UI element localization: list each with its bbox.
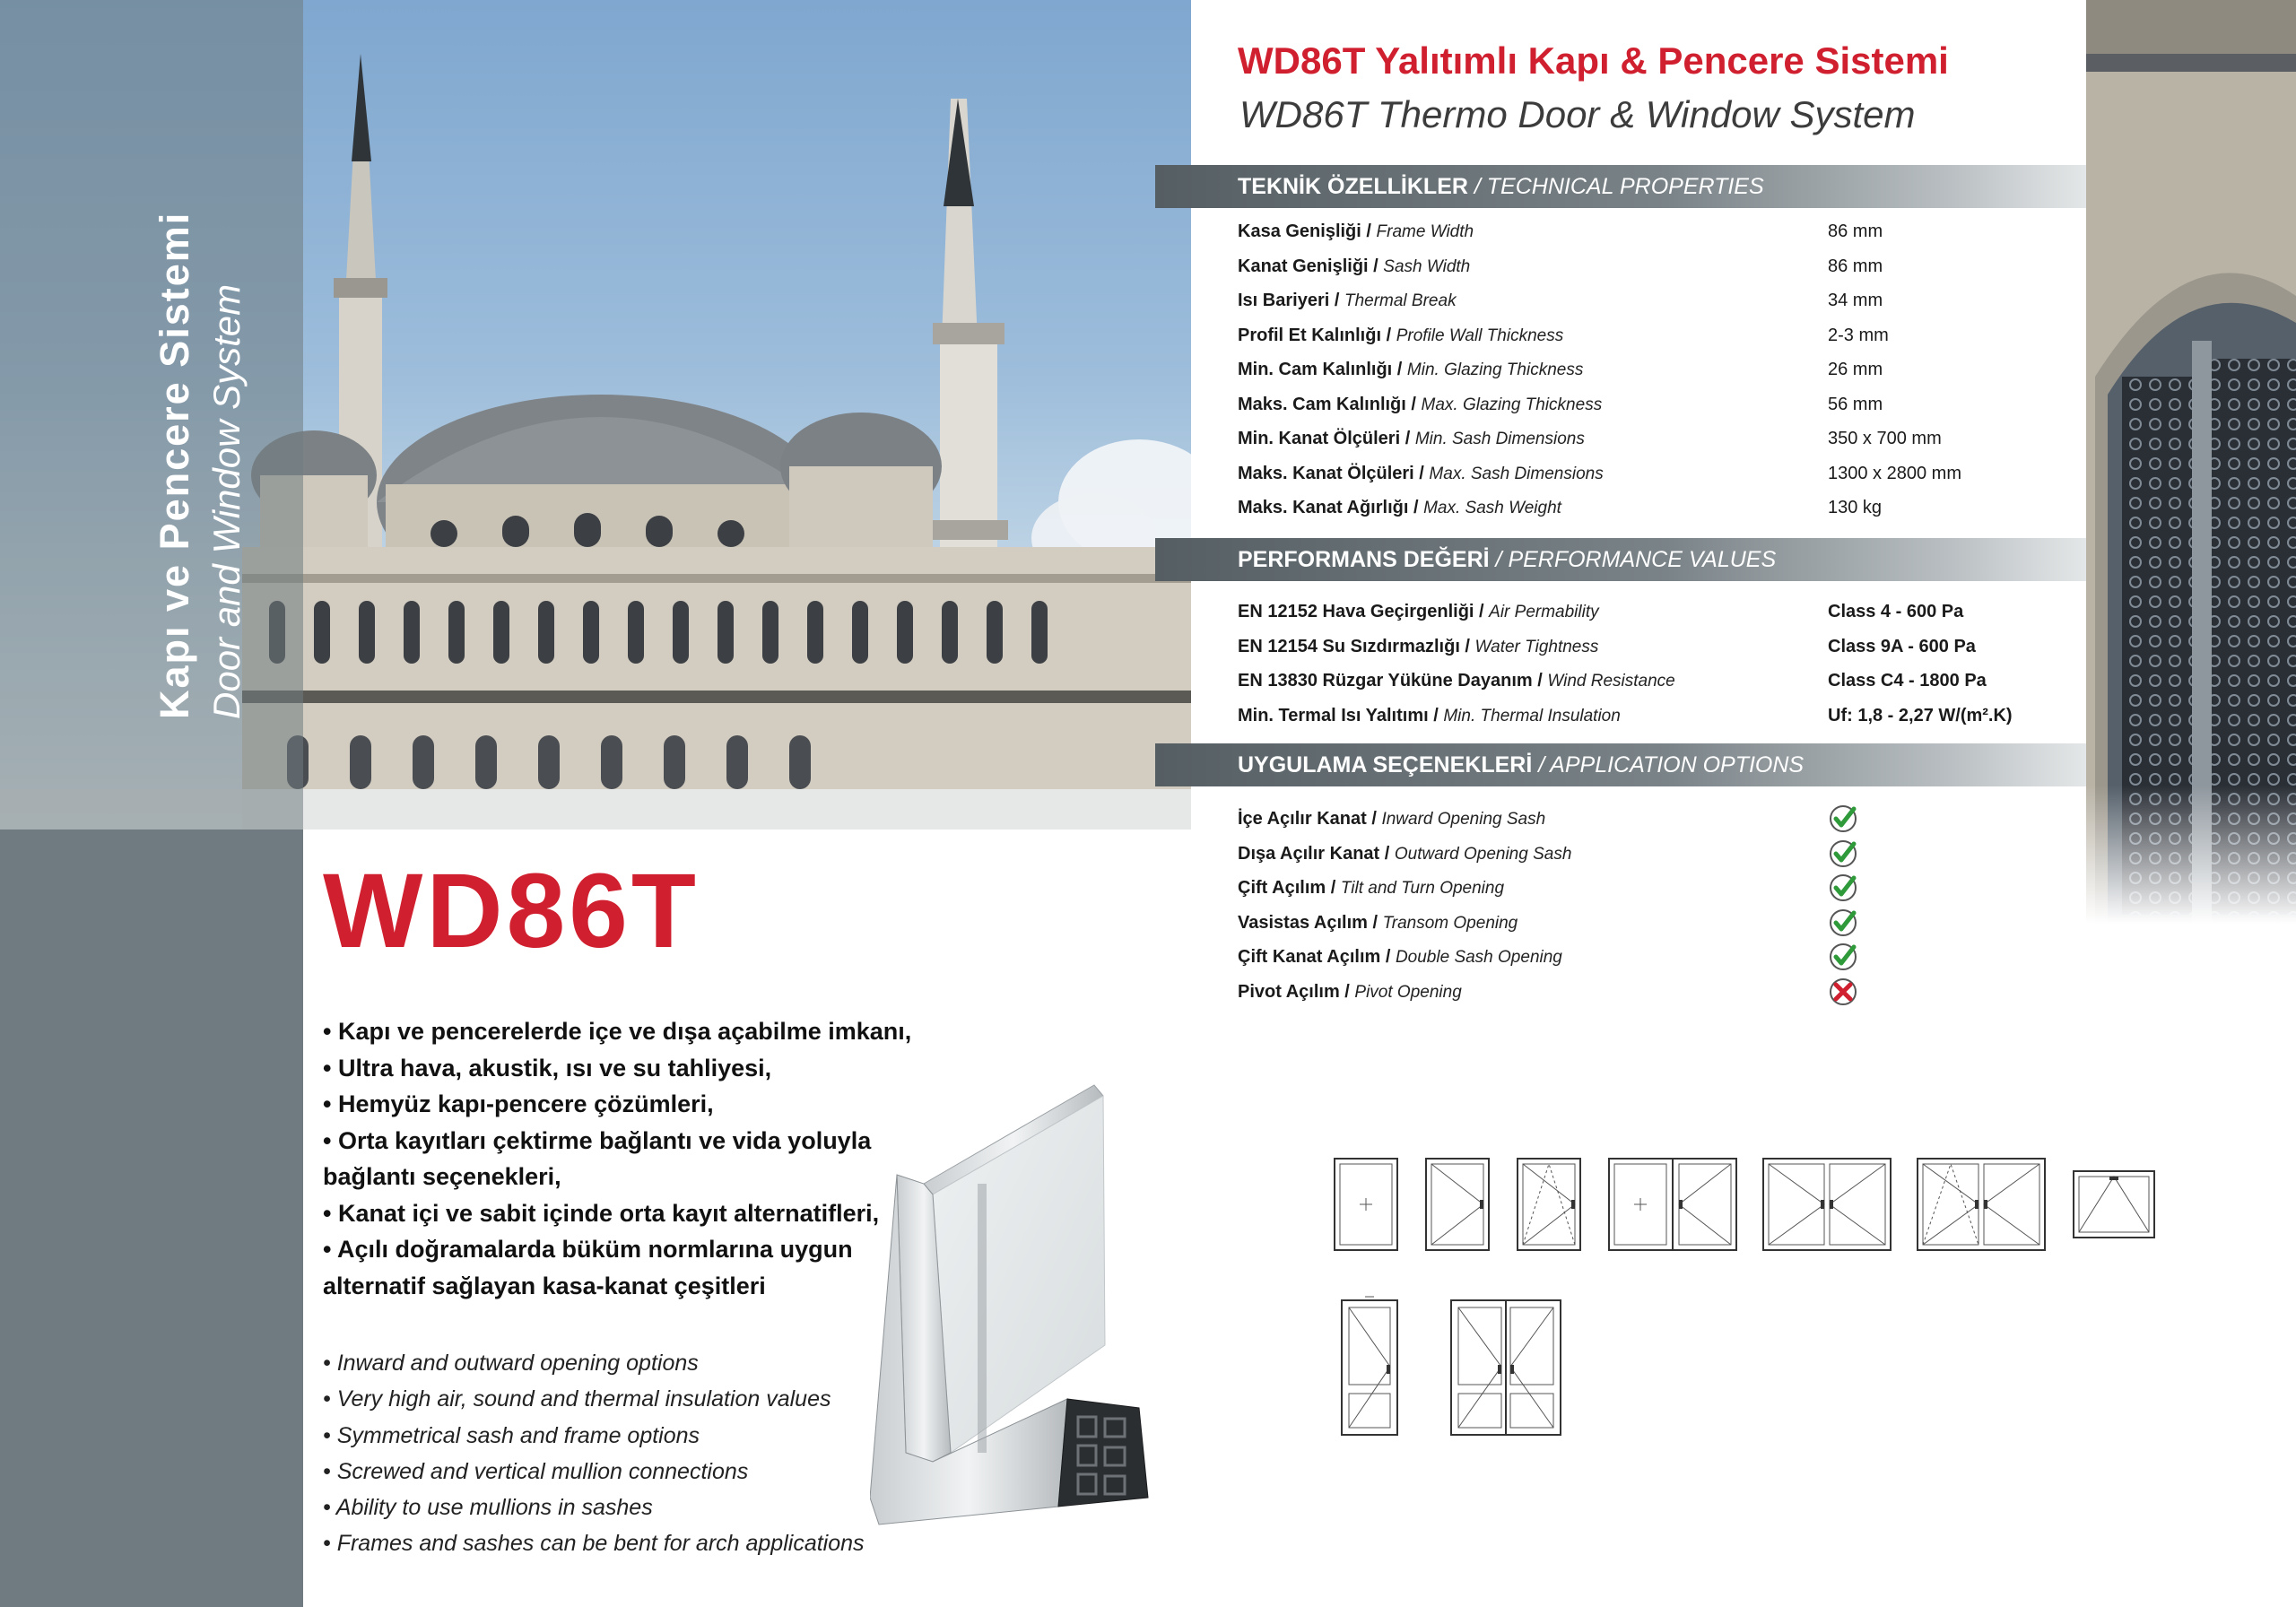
technical-section-bar (1155, 165, 2086, 208)
app-row (1238, 844, 1571, 874)
app-label-tr: Pivot Açılım / (1238, 981, 1350, 1002)
check-icon (1828, 908, 1858, 938)
feature-en-item: • Frames and sashes can be bent for arch applications (323, 1531, 865, 1557)
features-en-list (323, 1345, 865, 1562)
feature-tr-item: • Açılı doğramalarda büküm normlarına uygun (323, 1236, 853, 1263)
feature-en-item: • Ability to use mullions in sashes (323, 1495, 653, 1521)
tech-label-en: Profile Wall Thickness (1396, 326, 1564, 345)
vertical-title (149, 212, 253, 719)
check-icon (1828, 838, 1858, 869)
tech-value: 350 x 700 mm (1828, 429, 1942, 448)
tech-value: 1300 x 2800 mm (1828, 463, 1961, 483)
tech-label-tr: Profil Et Kalınlığı / (1238, 325, 1392, 345)
tech-row (1238, 291, 1883, 321)
check-icon (1828, 804, 1858, 834)
tech-row (1238, 463, 1961, 494)
feature-tr-item: bağlantı seçenekleri, (323, 1163, 561, 1190)
perf-value: Class 9A - 600 Pa (1828, 636, 1976, 656)
inward-opening-window-diagram (1424, 1157, 1491, 1252)
tech-label-tr: Maks. Cam Kalınlığı / (1238, 394, 1416, 414)
tech-label-tr: Maks. Kanat Ağırlığı / (1238, 498, 1419, 517)
perf-label-en: Wind Resistance (1547, 672, 1675, 691)
perf-label-en: Air Permability (1489, 603, 1599, 621)
tech-value: 56 mm (1828, 394, 1883, 414)
tech-row (1238, 394, 1883, 425)
tech-label-tr: Kasa Genişliği / (1238, 222, 1371, 241)
fixed-window-diagram (1333, 1157, 1399, 1252)
feature-tr-item: • Orta kayıtları çektirme bağlantı ve vida yoluyla (323, 1126, 872, 1154)
tech-row (1238, 325, 1889, 356)
perf-label-tr: EN 12152 Hava Geçirgenliği / (1238, 602, 1484, 621)
tech-row (1238, 498, 1883, 528)
product-name: WD86T (323, 852, 700, 970)
performance-section-bar (1155, 538, 2086, 581)
tech-row (1238, 256, 1883, 287)
tech-value: 26 mm (1828, 360, 1883, 379)
double-sash-window-diagram (1761, 1157, 1892, 1252)
feature-en-item: • Symmetrical sash and frame options (323, 1422, 700, 1448)
performance-title-tr: PERFORMANS DEĞERİ (1238, 547, 1490, 572)
tech-value: 86 mm (1828, 256, 1883, 276)
feature-tr-item: • Ultra hava, akustik, ısı ve su tahliyesi, (323, 1054, 772, 1081)
left-side-band (0, 830, 303, 1607)
tech-value: 130 kg (1828, 498, 1883, 517)
tilt-turn-window-diagram (1516, 1157, 1582, 1252)
app-label-en: Double Sash Opening (1395, 948, 1562, 967)
title-en: WD86T Thermo Door & Window System (1239, 93, 1916, 135)
feature-en-item: • Very high air, sound and thermal insulation values (323, 1386, 831, 1412)
tech-value: 2-3 mm (1828, 325, 1889, 345)
fixed-plus-sash-diagram (1607, 1157, 1738, 1252)
features-tr-list (323, 1013, 915, 1304)
app-label-tr: Çift Açılım / (1238, 878, 1336, 898)
tilt-turn-double-sash-diagram (1916, 1157, 2047, 1252)
building-facade-photo (2086, 0, 2296, 924)
perf-label-tr: Min. Termal Isı Yalıtımı / (1238, 705, 1439, 725)
tech-label-en: Sash Width (1383, 256, 1471, 276)
perf-label-tr: EN 13830 Rüzgar Yüküne Dayanım / (1238, 671, 1543, 691)
tech-row (1238, 360, 1883, 390)
double-door-diagram (1448, 1295, 1564, 1438)
feature-en-item: • Inward and outward opening options (323, 1351, 699, 1376)
app-label-en: Transom Opening (1382, 913, 1518, 933)
app-label-tr: Vasistas Açılım / (1238, 912, 1378, 933)
perf-value: Class C4 - 1800 Pa (1828, 671, 1987, 691)
title-tr: WD86T Yalıtımlı Kapı & Pencere Sistemi (1238, 39, 1949, 82)
tech-label-tr: Kanat Genişliği / (1238, 256, 1378, 276)
perf-row (1238, 705, 2013, 736)
perf-label-tr: EN 12154 Su Sızdırmazlığı / (1238, 636, 1470, 656)
feature-tr-item: • Kapı ve pencerelerde içe ve dışa açabilme imkanı, (323, 1018, 912, 1045)
feature-tr-item: alternatif sağlayan kasa-kanat çeşitleri (323, 1272, 766, 1299)
perf-row (1238, 671, 1987, 701)
technical-title-tr: TEKNİK ÖZELLİKLER (1238, 174, 1468, 199)
perf-value: Uf: 1,8 - 2,27 W/(m².K) (1828, 705, 2013, 725)
app-label-tr: Dışa Açılır Kanat / (1238, 843, 1390, 864)
performance-title-en: / PERFORMANCE VALUES (1495, 547, 1777, 572)
vertical-title-en: Door and Window System (205, 283, 248, 719)
application-title-tr: UYGULAMA SEÇENEKLERİ (1238, 752, 1533, 777)
tech-label-en: Thermal Break (1344, 291, 1457, 310)
perf-row (1238, 602, 1964, 632)
app-label-en: Outward Opening Sash (1394, 844, 1572, 864)
perf-row (1238, 636, 1976, 667)
single-door-diagram (1338, 1295, 1401, 1438)
tech-label-en: Frame Width (1376, 222, 1474, 241)
tech-label-tr: Isı Bariyeri / (1238, 291, 1340, 310)
tech-value: 34 mm (1828, 291, 1883, 310)
technical-title-en: / TECHNICAL PROPERTIES (1474, 174, 1764, 199)
feature-tr-item: • Hemyüz kapı-pencere çözümleri, (323, 1090, 714, 1117)
app-row (1238, 947, 1562, 977)
app-row (1238, 809, 1545, 839)
tech-row (1238, 222, 1883, 252)
app-label-en: Tilt and Turn Opening (1340, 879, 1505, 898)
app-label-tr: Çift Kanat Açılım / (1238, 947, 1391, 967)
application-title-en: / APPLICATION OPTIONS (1538, 752, 1805, 777)
app-row (1238, 878, 1504, 908)
tech-row (1238, 429, 1942, 459)
app-row (1238, 982, 1462, 1012)
app-label-tr: İçe Açılır Kanat / (1238, 809, 1377, 829)
transom-window-diagram (2072, 1169, 2156, 1239)
tech-label-en: Min. Sash Dimensions (1414, 430, 1585, 448)
perf-label-en: Min. Thermal Insulation (1443, 706, 1621, 725)
cross-icon (1828, 977, 1858, 1007)
tech-label-tr: Min. Cam Kalınlığı / (1238, 360, 1403, 379)
app-label-en: Pivot Opening (1354, 982, 1462, 1002)
vertical-title-tr: Kapı ve Pencere Sistemi (152, 211, 197, 719)
tech-label-tr: Min. Kanat Ölçüleri / (1238, 429, 1411, 448)
tech-label-tr: Maks. Kanat Ölçüleri / (1238, 463, 1424, 483)
tech-label-en: Max. Sash Weight (1423, 499, 1561, 517)
check-icon (1828, 873, 1858, 903)
feature-tr-item: • Kanat içi ve sabit içinde orta kayıt alternatifleri, (323, 1199, 880, 1227)
app-label-en: Inward Opening Sash (1381, 810, 1546, 829)
tech-label-en: Max. Glazing Thickness (1421, 395, 1603, 414)
tech-label-en: Min. Glazing Thickness (1406, 360, 1584, 379)
perf-label-en: Water Tightness (1474, 637, 1599, 656)
tech-value: 86 mm (1828, 222, 1883, 241)
perf-value: Class 4 - 600 Pa (1828, 602, 1964, 621)
application-section-bar (1155, 743, 2086, 786)
profile-section-illustration (870, 1076, 1166, 1542)
app-row (1238, 913, 1518, 943)
feature-en-item: • Screwed and vertical mullion connections (323, 1458, 749, 1484)
check-icon (1828, 942, 1858, 972)
tech-label-en: Max. Sash Dimensions (1429, 464, 1604, 483)
